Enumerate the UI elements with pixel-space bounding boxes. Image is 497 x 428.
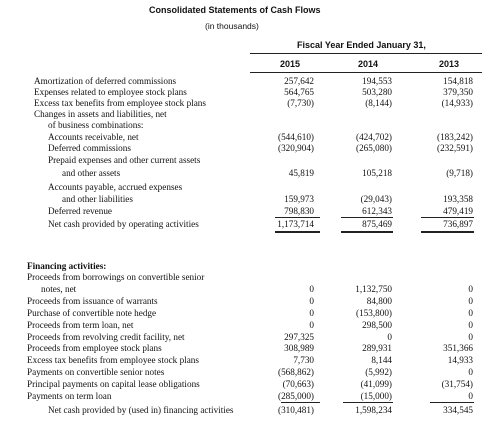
table-row [0,296,497,307]
year-header-2014: 2014 [357,59,379,69]
table-row [0,379,497,390]
value-2014: 875,469 [362,219,392,229]
value-2015: (70,663) [282,379,314,389]
table-row [0,343,497,354]
value-2015: 0 [309,320,314,330]
value-2013: 0 [468,332,473,342]
table-row [0,182,497,193]
row-label: Expenses related to employee stock plans [34,87,187,97]
value-2015: (568,862) [278,367,314,377]
value-2014: 1,132,750 [355,284,392,294]
value-2013: (183,242) [437,132,473,142]
units-note: (in thousands) [205,21,259,31]
table-row [0,120,497,131]
value-2014: 84,800 [366,296,392,306]
value-2013: (232,591) [437,143,473,153]
row-label: Proceeds from revolving credit facility, net [27,332,185,342]
value-2015: 0 [309,284,314,294]
value-2014: (153,800) [356,308,392,318]
subtotal-rule [343,402,393,403]
value-2015: 798,830 [284,206,314,216]
value-2015: 257,642 [284,76,314,86]
table-row [0,132,497,143]
value-2015: 308,989 [284,343,314,353]
row-label: Proceeds from borrowings on convertible senior [27,272,205,282]
table-row [0,391,497,402]
row-label: Proceeds from term loan, net [27,320,134,330]
row-label: and other liabilities [62,194,133,204]
table-row [0,332,497,343]
value-2014: (8,144) [365,98,392,108]
table-row [0,87,497,98]
value-2015: (544,610) [278,132,314,142]
value-2014: (41,099) [360,379,392,389]
value-2015: (320,904) [278,143,314,153]
table-row [0,206,497,217]
value-2013: 0 [468,296,473,306]
table-row [0,308,497,319]
value-2014: 105,218 [362,168,392,178]
row-label: Proceeds from issuance of warrants [27,296,158,306]
row-label: Payments on term loan [27,391,112,401]
value-2013: 154,818 [443,76,473,86]
row-label: Payments on convertible senior notes [27,367,165,377]
header-underline [250,53,482,54]
value-2015: 7,730 [293,355,314,365]
subtotal-rule [281,402,320,403]
value-2014: 612,343 [362,206,392,216]
years-underline [250,72,482,73]
value-2014: (424,702) [356,132,392,142]
value-2015: 159,973 [284,194,314,204]
value-2014: (5,992) [365,367,392,377]
table-row [0,284,497,295]
value-2013: 0 [468,391,473,401]
financing-heading: Financing activities: [27,261,107,271]
table-row [0,355,497,366]
value-2015: 0 [309,296,314,306]
total-rule [275,231,320,233]
fiscal-year-header: Fiscal Year Ended January 31, [297,40,426,50]
value-2013: 379,350 [443,87,473,97]
table-row [0,219,497,230]
table-row [0,320,497,331]
value-2015: (310,481) [278,405,314,415]
subtotal-rule [430,402,474,403]
row-label: Excess tax benefits from employee stock plans [34,98,206,108]
row-label: Net cash provided by (used in) financing activities [48,405,234,415]
table-row [0,109,497,120]
value-2013: 351,366 [443,343,473,353]
subtotal-rule [421,217,474,218]
row-label: of business combinations: [48,120,144,130]
value-2014: 0 [387,332,392,342]
value-2014: (265,080) [356,143,392,153]
value-2014: 1,598,234 [355,405,392,415]
value-2013: 0 [468,367,473,377]
value-2013: 479,419 [443,206,473,216]
row-label: Deferred commissions [48,143,131,153]
row-label: and other assets [62,168,121,178]
row-label: Accounts receivable, net [48,132,139,142]
value-2013: (14,933) [441,98,473,108]
value-2013: 334,545 [443,405,473,415]
subtotal-rule [341,217,393,218]
row-label: Proceeds from employee stock plans [27,343,162,353]
row-label: Deferred revenue [48,206,113,216]
value-2013: 0 [468,320,473,330]
table-row [0,367,497,378]
value-2013: 0 [468,284,473,294]
value-2013: 193,358 [443,194,473,204]
table-row [0,98,497,109]
value-2014: 8,144 [371,355,392,365]
table-row [0,272,497,283]
value-2013: 736,897 [443,219,473,229]
value-2014: 194,553 [362,76,392,86]
value-2015: (285,000) [278,391,314,401]
value-2013: 14,933 [447,355,473,365]
value-2013: 0 [468,308,473,318]
total-rule [341,231,393,233]
row-label: Amortization of deferred commissions [34,76,177,86]
statement-title: Consolidated Statements of Cash Flows [149,5,321,15]
year-header-2013: 2013 [438,59,460,69]
subtotal-rule [275,217,320,218]
value-2015: 564,765 [284,87,314,97]
value-2014: (15,000) [360,391,392,401]
value-2014: 289,931 [362,343,392,353]
value-2015: 297,325 [284,332,314,342]
value-2015: 45,819 [288,168,314,178]
row-label: Changes in assets and liabilities, net [34,109,167,119]
row-label: Accounts payable, accrued expenses [48,182,183,192]
value-2013: (9,718) [446,168,473,178]
row-label: Purchase of convertible note hedge [27,308,157,318]
row-label: Prepaid expenses and other current assets [48,155,201,165]
table-row [0,194,497,205]
row-label: Excess tax benefits from employee stock plans [27,355,199,365]
table-row [0,405,497,416]
value-2015: 0 [309,308,314,318]
value-2013: (31,754) [441,379,473,389]
table-row [0,155,497,166]
table-row [0,168,497,179]
value-2014: 503,280 [362,87,392,97]
value-2015: 1,173,714 [277,219,314,229]
value-2014: (29,043) [360,194,392,204]
year-header-2015: 2015 [279,59,301,69]
row-label: Net cash provided by operating activities [48,219,199,229]
value-2015: (7,730) [287,98,314,108]
table-row [0,76,497,87]
value-2014: 298,500 [362,320,392,330]
row-label: Principal payments on capital lease obligations [27,379,200,389]
table-row [0,143,497,154]
row-label: notes, net [41,284,77,294]
total-rule [421,231,474,233]
section-heading [0,261,497,272]
